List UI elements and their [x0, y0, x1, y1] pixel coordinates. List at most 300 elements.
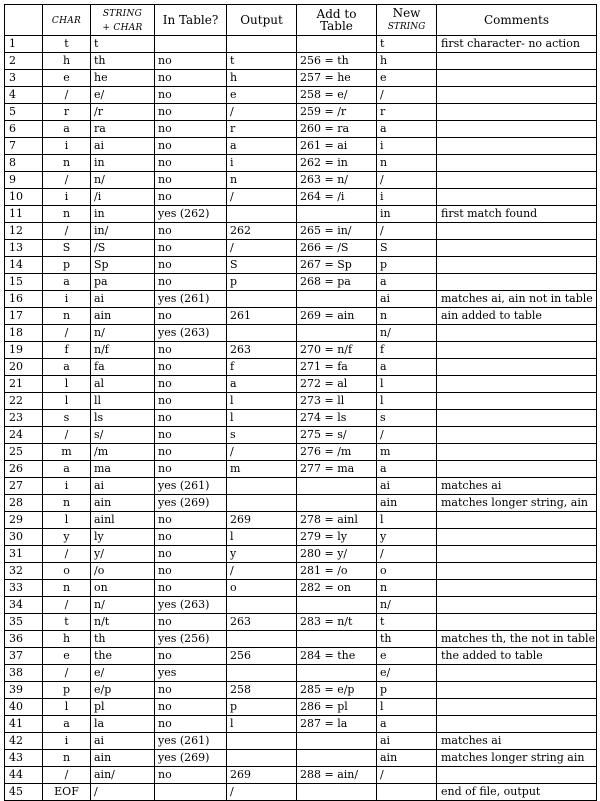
- output-cell: m: [227, 461, 297, 478]
- add-to-table-cell: 271 = fa: [297, 359, 377, 376]
- string-char-cell: the: [91, 648, 155, 665]
- output-cell: l: [227, 393, 297, 410]
- step-number-cell: 18: [5, 325, 43, 342]
- add-to-table-cell: 284 = the: [297, 648, 377, 665]
- comment-cell: [437, 546, 597, 563]
- table-row: [5, 189, 597, 206]
- output-cell: [227, 325, 297, 342]
- step-number-cell: 33: [5, 580, 43, 597]
- in-table-cell: no: [155, 546, 227, 563]
- new-string-cell: ai: [377, 733, 437, 750]
- header-string-char: STRING + CHAR: [91, 5, 155, 36]
- add-to-table-cell: 281 = /o: [297, 563, 377, 580]
- add-to-table-cell: [297, 495, 377, 512]
- table-row: [5, 36, 597, 53]
- output-cell: [227, 631, 297, 648]
- new-string-cell: a: [377, 121, 437, 138]
- char-cell: l: [43, 393, 91, 410]
- in-table-cell: [155, 36, 227, 53]
- in-table-cell: no: [155, 376, 227, 393]
- comment-cell: [437, 393, 597, 410]
- new-string-cell: s: [377, 410, 437, 427]
- string-char-cell: e/p: [91, 682, 155, 699]
- in-table-cell: no: [155, 274, 227, 291]
- new-string-cell: a: [377, 461, 437, 478]
- in-table-cell: no: [155, 563, 227, 580]
- new-string-cell: l: [377, 393, 437, 410]
- char-cell: EOF: [43, 784, 91, 801]
- comment-cell: [437, 155, 597, 172]
- output-cell: /: [227, 240, 297, 257]
- char-cell: n: [43, 206, 91, 223]
- output-cell: 269: [227, 512, 297, 529]
- add-to-table-cell: 256 = th: [297, 53, 377, 70]
- table-row: [5, 359, 597, 376]
- table-row: [5, 325, 597, 342]
- char-cell: /: [43, 767, 91, 784]
- table-row: [5, 70, 597, 87]
- new-string-cell: [377, 784, 437, 801]
- new-string-cell: ai: [377, 291, 437, 308]
- char-cell: i: [43, 733, 91, 750]
- comment-cell: [437, 138, 597, 155]
- new-string-cell: ain: [377, 495, 437, 512]
- add-to-table-cell: [297, 750, 377, 767]
- string-char-cell: in: [91, 155, 155, 172]
- in-table-cell: no: [155, 682, 227, 699]
- comment-cell: [437, 189, 597, 206]
- string-char-cell: n/f: [91, 342, 155, 359]
- comment-cell: [437, 665, 597, 682]
- table-row: [5, 342, 597, 359]
- add-to-table-cell: 272 = al: [297, 376, 377, 393]
- step-number-cell: 43: [5, 750, 43, 767]
- comment-cell: first match found: [437, 206, 597, 223]
- add-to-table-cell: 258 = e/: [297, 87, 377, 104]
- in-table-cell: yes (263): [155, 325, 227, 342]
- in-table-cell: no: [155, 138, 227, 155]
- output-cell: [227, 733, 297, 750]
- output-cell: [227, 495, 297, 512]
- output-cell: t: [227, 53, 297, 70]
- char-cell: o: [43, 563, 91, 580]
- output-cell: /: [227, 784, 297, 801]
- output-cell: a: [227, 376, 297, 393]
- comment-cell: [437, 121, 597, 138]
- add-to-table-cell: [297, 478, 377, 495]
- add-to-table-cell: [297, 784, 377, 801]
- char-cell: p: [43, 682, 91, 699]
- comment-cell: end of file, output: [437, 784, 597, 801]
- step-number-cell: 28: [5, 495, 43, 512]
- add-to-table-cell: 260 = ra: [297, 121, 377, 138]
- comment-cell: [437, 53, 597, 70]
- string-char-cell: al: [91, 376, 155, 393]
- in-table-cell: no: [155, 104, 227, 121]
- add-to-table-cell: 261 = ai: [297, 138, 377, 155]
- comment-cell: matches ai: [437, 733, 597, 750]
- table-row: [5, 206, 597, 223]
- new-string-cell: m: [377, 444, 437, 461]
- add-to-table-cell: 277 = ma: [297, 461, 377, 478]
- step-number-cell: 13: [5, 240, 43, 257]
- add-to-table-cell: 269 = ain: [297, 308, 377, 325]
- in-table-cell: no: [155, 308, 227, 325]
- char-cell: i: [43, 478, 91, 495]
- step-number-cell: 42: [5, 733, 43, 750]
- comment-cell: [437, 529, 597, 546]
- add-to-table-cell: 270 = n/f: [297, 342, 377, 359]
- new-string-cell: r: [377, 104, 437, 121]
- output-cell: [227, 36, 297, 53]
- new-string-cell: i: [377, 189, 437, 206]
- table-row: [5, 87, 597, 104]
- char-cell: p: [43, 257, 91, 274]
- new-string-cell: /: [377, 427, 437, 444]
- comment-cell: ain added to table: [437, 308, 597, 325]
- in-table-cell: no: [155, 342, 227, 359]
- char-cell: /: [43, 223, 91, 240]
- step-number-cell: 35: [5, 614, 43, 631]
- char-cell: t: [43, 614, 91, 631]
- table-body: [5, 36, 597, 801]
- add-to-table-cell: [297, 597, 377, 614]
- step-number-cell: 20: [5, 359, 43, 376]
- in-table-cell: [155, 784, 227, 801]
- table-row: [5, 767, 597, 784]
- output-cell: i: [227, 155, 297, 172]
- new-string-cell: l: [377, 376, 437, 393]
- output-cell: 263: [227, 342, 297, 359]
- step-number-cell: 21: [5, 376, 43, 393]
- new-string-cell: /: [377, 223, 437, 240]
- output-cell: f: [227, 359, 297, 376]
- table-row: [5, 53, 597, 70]
- string-char-cell: th: [91, 631, 155, 648]
- add-to-table-cell: 273 = ll: [297, 393, 377, 410]
- table-row: [5, 257, 597, 274]
- new-string-cell: in: [377, 206, 437, 223]
- new-string-cell: l: [377, 699, 437, 716]
- output-cell: /: [227, 444, 297, 461]
- header-step: [5, 5, 43, 36]
- table-row: [5, 631, 597, 648]
- char-cell: n: [43, 155, 91, 172]
- table-row: [5, 597, 597, 614]
- step-number-cell: 3: [5, 70, 43, 87]
- comment-cell: the added to table: [437, 648, 597, 665]
- comment-cell: [437, 614, 597, 631]
- add-to-table-cell: 278 = ainl: [297, 512, 377, 529]
- char-cell: n: [43, 750, 91, 767]
- in-table-cell: no: [155, 172, 227, 189]
- add-to-table-cell: 276 = /m: [297, 444, 377, 461]
- output-cell: p: [227, 699, 297, 716]
- char-cell: y: [43, 529, 91, 546]
- comment-cell: [437, 597, 597, 614]
- output-cell: y: [227, 546, 297, 563]
- char-cell: a: [43, 716, 91, 733]
- new-string-cell: th: [377, 631, 437, 648]
- step-number-cell: 19: [5, 342, 43, 359]
- output-cell: /: [227, 563, 297, 580]
- header-new-string: New STRING: [377, 5, 437, 36]
- in-table-cell: no: [155, 410, 227, 427]
- char-cell: a: [43, 359, 91, 376]
- table-row: [5, 121, 597, 138]
- step-number-cell: 9: [5, 172, 43, 189]
- add-to-table-cell: [297, 325, 377, 342]
- string-char-cell: /: [91, 784, 155, 801]
- char-cell: n: [43, 495, 91, 512]
- step-number-cell: 32: [5, 563, 43, 580]
- comment-cell: [437, 87, 597, 104]
- string-char-cell: ai: [91, 291, 155, 308]
- string-char-cell: ain: [91, 495, 155, 512]
- step-number-cell: 29: [5, 512, 43, 529]
- table-row: [5, 648, 597, 665]
- string-char-cell: ai: [91, 478, 155, 495]
- output-cell: r: [227, 121, 297, 138]
- comment-cell: [437, 716, 597, 733]
- new-string-cell: y: [377, 529, 437, 546]
- comment-cell: first character- no action: [437, 36, 597, 53]
- in-table-cell: no: [155, 427, 227, 444]
- header-in-table: In Table?: [155, 5, 227, 36]
- add-to-table-cell: 286 = pl: [297, 699, 377, 716]
- output-cell: 262: [227, 223, 297, 240]
- output-cell: h: [227, 70, 297, 87]
- add-to-table-cell: 257 = he: [297, 70, 377, 87]
- char-cell: i: [43, 189, 91, 206]
- string-char-cell: e/: [91, 665, 155, 682]
- new-string-cell: n/: [377, 597, 437, 614]
- table-row: [5, 444, 597, 461]
- comment-cell: matches longer string ain: [437, 750, 597, 767]
- char-cell: a: [43, 121, 91, 138]
- char-cell: l: [43, 512, 91, 529]
- char-cell: /: [43, 546, 91, 563]
- char-cell: h: [43, 53, 91, 70]
- string-char-cell: ain/: [91, 767, 155, 784]
- step-number-cell: 6: [5, 121, 43, 138]
- comment-cell: [437, 580, 597, 597]
- new-string-cell: S: [377, 240, 437, 257]
- step-number-cell: 17: [5, 308, 43, 325]
- comment-cell: [437, 427, 597, 444]
- add-to-table-cell: [297, 36, 377, 53]
- comment-cell: [437, 223, 597, 240]
- table-row: [5, 784, 597, 801]
- step-number-cell: 45: [5, 784, 43, 801]
- string-char-cell: ainl: [91, 512, 155, 529]
- output-cell: [227, 478, 297, 495]
- string-char-cell: /r: [91, 104, 155, 121]
- char-cell: /: [43, 427, 91, 444]
- new-string-cell: p: [377, 682, 437, 699]
- add-to-table-cell: [297, 733, 377, 750]
- new-string-cell: n/: [377, 325, 437, 342]
- in-table-cell: no: [155, 444, 227, 461]
- output-cell: 258: [227, 682, 297, 699]
- output-cell: S: [227, 257, 297, 274]
- add-to-table-cell: 279 = ly: [297, 529, 377, 546]
- table-row: [5, 274, 597, 291]
- char-cell: a: [43, 274, 91, 291]
- new-string-cell: f: [377, 342, 437, 359]
- add-to-table-cell: 287 = la: [297, 716, 377, 733]
- new-string-cell: i: [377, 138, 437, 155]
- comment-cell: [437, 240, 597, 257]
- table-row: [5, 393, 597, 410]
- step-number-cell: 23: [5, 410, 43, 427]
- in-table-cell: no: [155, 580, 227, 597]
- table-row: [5, 155, 597, 172]
- step-number-cell: 24: [5, 427, 43, 444]
- string-char-cell: n/: [91, 325, 155, 342]
- string-char-cell: in: [91, 206, 155, 223]
- add-to-table-cell: 266 = /S: [297, 240, 377, 257]
- step-number-cell: 34: [5, 597, 43, 614]
- string-char-cell: ai: [91, 733, 155, 750]
- in-table-cell: no: [155, 767, 227, 784]
- output-cell: 263: [227, 614, 297, 631]
- comment-cell: [437, 563, 597, 580]
- new-string-cell: e/: [377, 665, 437, 682]
- output-cell: n: [227, 172, 297, 189]
- table-row: [5, 733, 597, 750]
- in-table-cell: yes (263): [155, 597, 227, 614]
- header-add-to-table: Add to Table: [297, 5, 377, 36]
- in-table-cell: yes: [155, 665, 227, 682]
- table-row: [5, 750, 597, 767]
- table-row: [5, 716, 597, 733]
- add-to-table-cell: 288 = ain/: [297, 767, 377, 784]
- char-cell: s: [43, 410, 91, 427]
- table-row: [5, 461, 597, 478]
- string-char-cell: ain: [91, 308, 155, 325]
- output-cell: [227, 206, 297, 223]
- output-cell: p: [227, 274, 297, 291]
- step-number-cell: 2: [5, 53, 43, 70]
- comment-cell: [437, 325, 597, 342]
- comment-cell: matches th, the not in table: [437, 631, 597, 648]
- output-cell: /: [227, 189, 297, 206]
- output-cell: s: [227, 427, 297, 444]
- new-string-cell: l: [377, 512, 437, 529]
- comment-cell: [437, 682, 597, 699]
- string-char-cell: in/: [91, 223, 155, 240]
- char-cell: h: [43, 631, 91, 648]
- output-cell: [227, 665, 297, 682]
- header-char: CHAR: [43, 5, 91, 36]
- output-cell: [227, 750, 297, 767]
- add-to-table-cell: 285 = e/p: [297, 682, 377, 699]
- string-char-cell: n/: [91, 172, 155, 189]
- step-number-cell: 12: [5, 223, 43, 240]
- output-cell: l: [227, 410, 297, 427]
- char-cell: e: [43, 70, 91, 87]
- string-char-cell: ai: [91, 138, 155, 155]
- char-cell: e: [43, 648, 91, 665]
- table-row: [5, 580, 597, 597]
- step-number-cell: 14: [5, 257, 43, 274]
- comment-cell: [437, 359, 597, 376]
- table-row: [5, 172, 597, 189]
- table-row: [5, 104, 597, 121]
- step-number-cell: 26: [5, 461, 43, 478]
- step-number-cell: 4: [5, 87, 43, 104]
- char-cell: /: [43, 597, 91, 614]
- new-string-cell: n: [377, 308, 437, 325]
- in-table-cell: no: [155, 223, 227, 240]
- new-string-cell: o: [377, 563, 437, 580]
- in-table-cell: no: [155, 512, 227, 529]
- step-number-cell: 11: [5, 206, 43, 223]
- step-number-cell: 39: [5, 682, 43, 699]
- in-table-cell: yes (256): [155, 631, 227, 648]
- in-table-cell: no: [155, 614, 227, 631]
- comment-cell: [437, 342, 597, 359]
- in-table-cell: yes (261): [155, 478, 227, 495]
- table-row: [5, 495, 597, 512]
- string-char-cell: la: [91, 716, 155, 733]
- comment-cell: [437, 444, 597, 461]
- in-table-cell: no: [155, 699, 227, 716]
- step-number-cell: 10: [5, 189, 43, 206]
- comment-cell: [437, 104, 597, 121]
- new-string-cell: t: [377, 614, 437, 631]
- string-char-cell: th: [91, 53, 155, 70]
- add-to-table-cell: [297, 206, 377, 223]
- step-number-cell: 5: [5, 104, 43, 121]
- new-string-cell: a: [377, 274, 437, 291]
- lzw-table-container: [4, 4, 596, 801]
- step-number-cell: 7: [5, 138, 43, 155]
- output-cell: l: [227, 529, 297, 546]
- new-string-cell: t: [377, 36, 437, 53]
- step-number-cell: 1: [5, 36, 43, 53]
- table-row: [5, 427, 597, 444]
- string-char-cell: y/: [91, 546, 155, 563]
- lzw-compression-table: [4, 4, 597, 801]
- add-to-table-cell: 264 = /i: [297, 189, 377, 206]
- output-cell: [227, 291, 297, 308]
- in-table-cell: no: [155, 529, 227, 546]
- in-table-cell: yes (261): [155, 291, 227, 308]
- string-char-cell: pa: [91, 274, 155, 291]
- char-cell: i: [43, 291, 91, 308]
- in-table-cell: no: [155, 648, 227, 665]
- comment-cell: [437, 172, 597, 189]
- char-cell: m: [43, 444, 91, 461]
- step-number-cell: 36: [5, 631, 43, 648]
- step-number-cell: 40: [5, 699, 43, 716]
- string-char-cell: he: [91, 70, 155, 87]
- comment-cell: matches ai: [437, 478, 597, 495]
- string-char-cell: ll: [91, 393, 155, 410]
- comment-cell: [437, 461, 597, 478]
- in-table-cell: no: [155, 257, 227, 274]
- add-to-table-cell: 274 = ls: [297, 410, 377, 427]
- output-cell: 269: [227, 767, 297, 784]
- in-table-cell: no: [155, 70, 227, 87]
- step-number-cell: 37: [5, 648, 43, 665]
- step-number-cell: 25: [5, 444, 43, 461]
- string-char-cell: ain: [91, 750, 155, 767]
- new-string-cell: h: [377, 53, 437, 70]
- add-to-table-cell: [297, 665, 377, 682]
